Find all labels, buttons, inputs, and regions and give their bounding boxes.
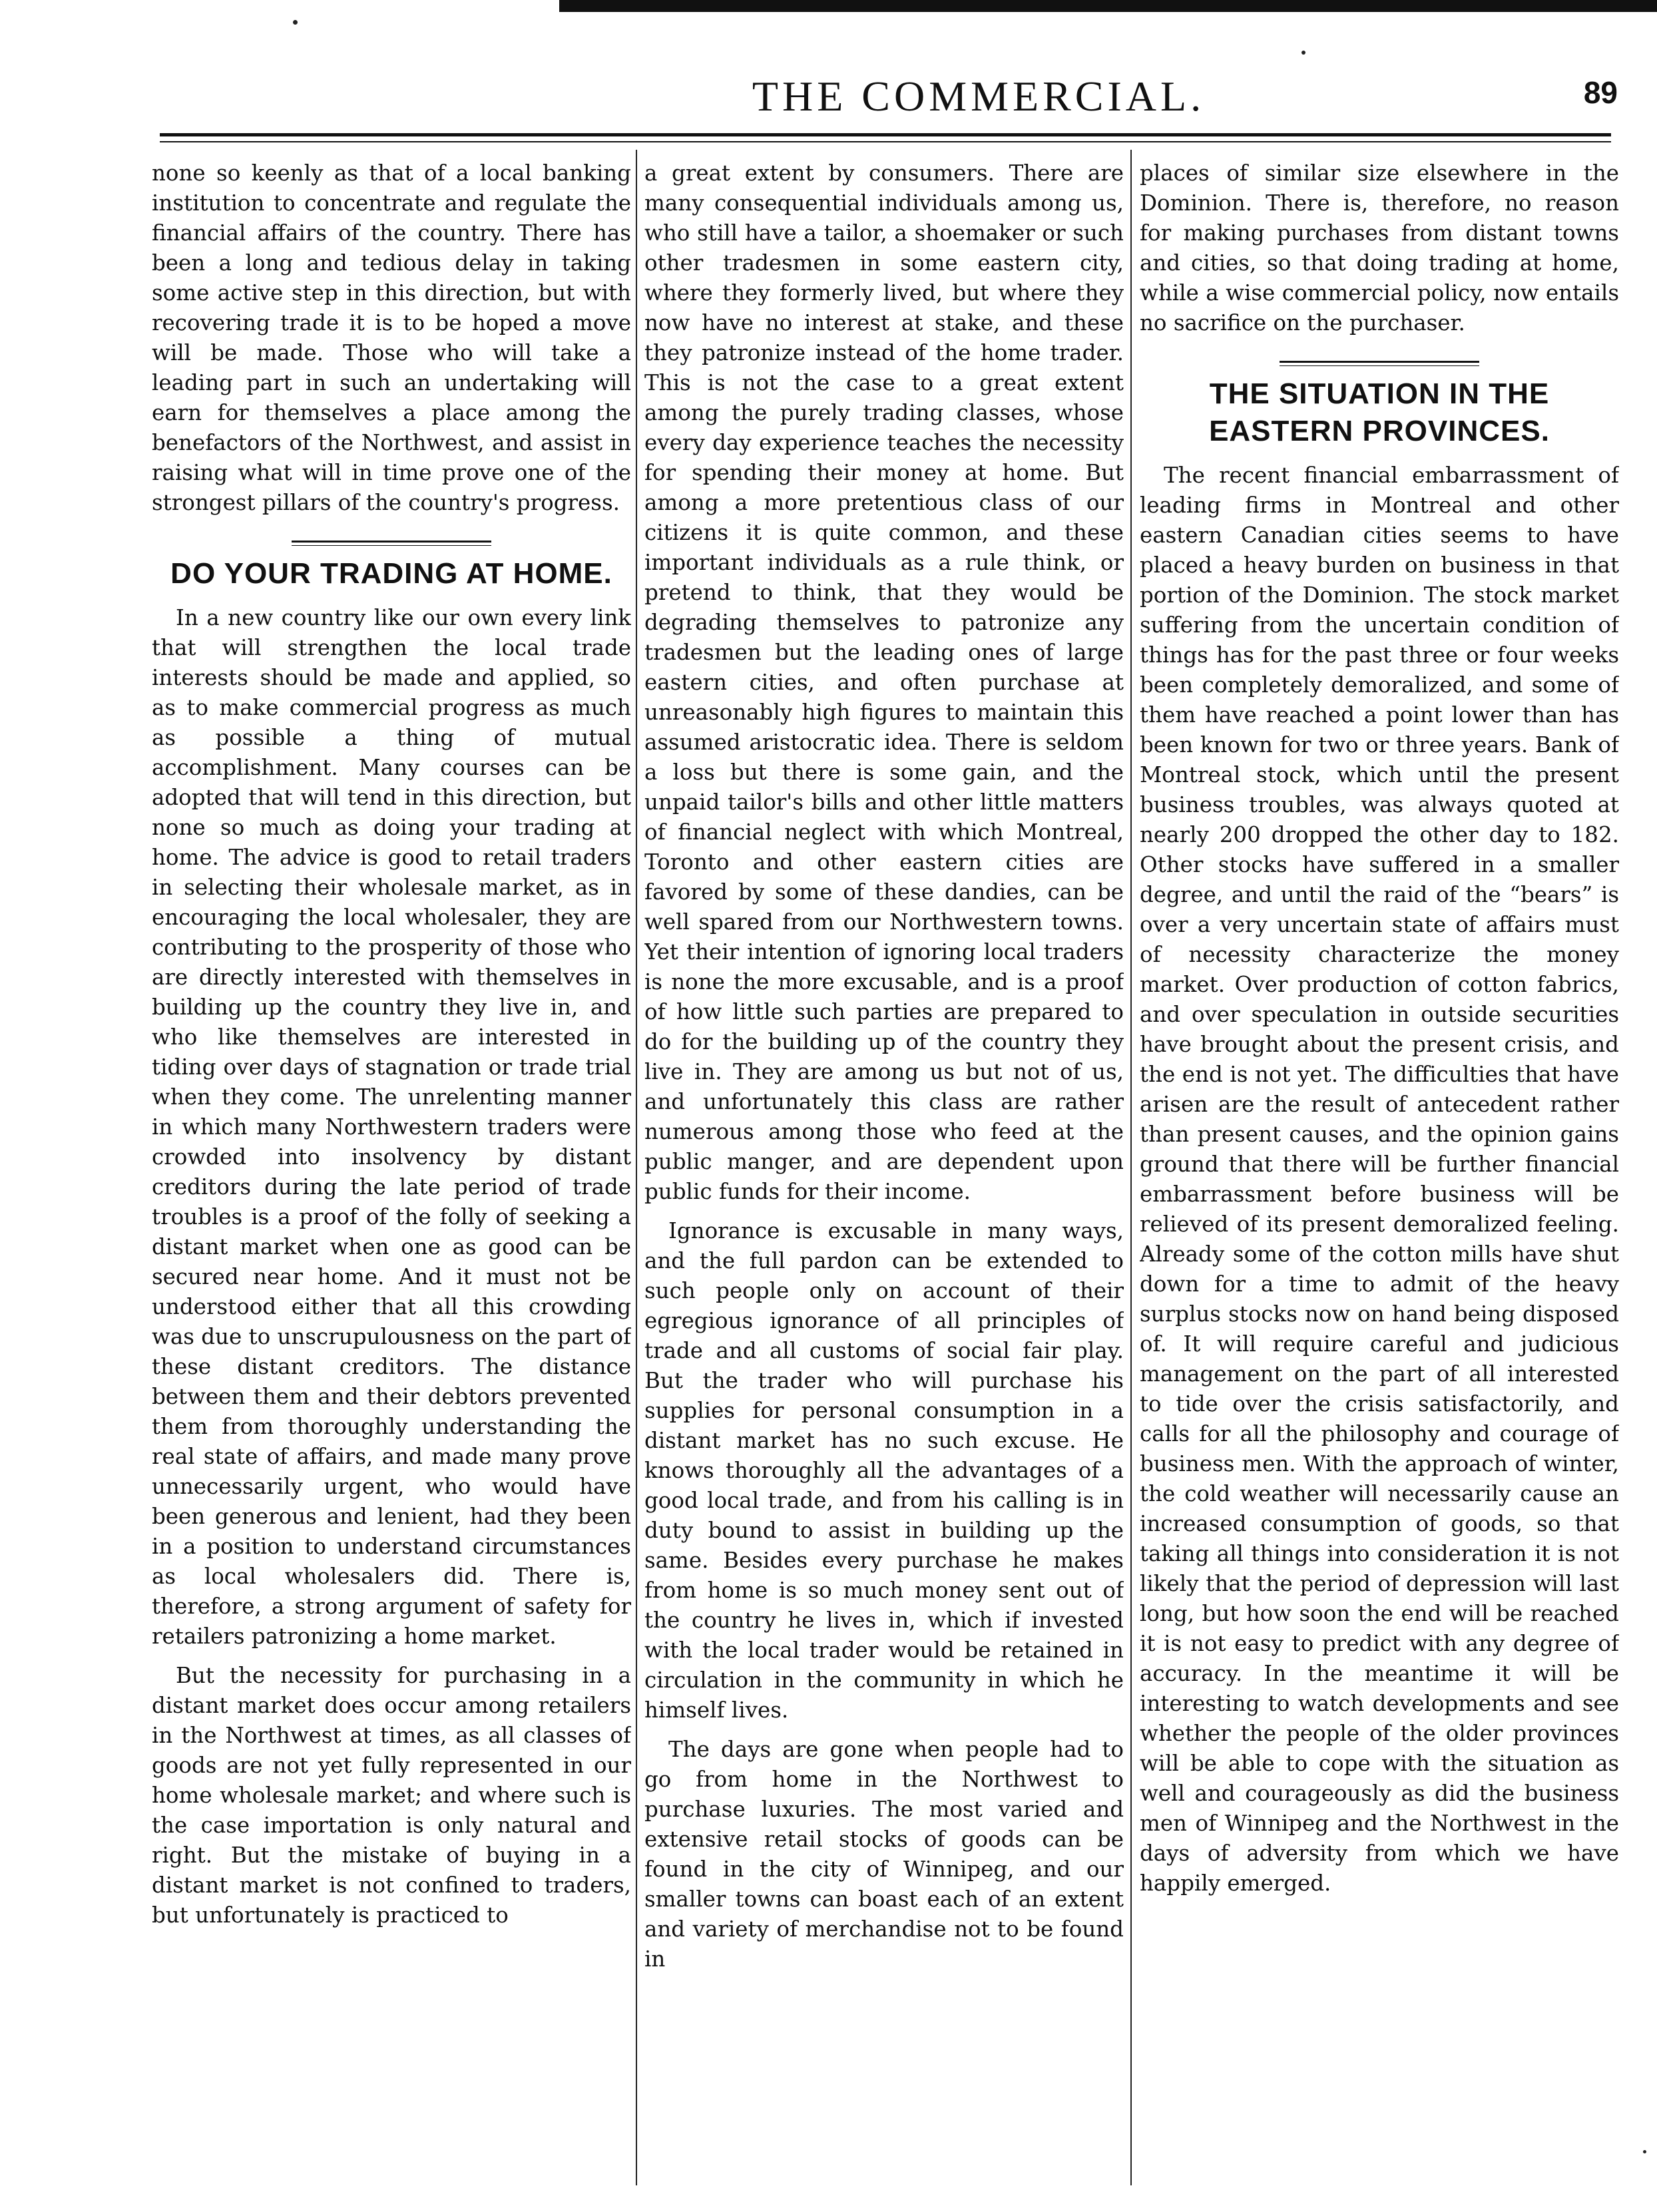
column-divider (1130, 150, 1132, 2185)
paragraph: Ignorance is excusable in many ways, and the full pardon can be extended to such people only on account of their egregious ignorance of all principles of trade and all customs of social fair play. But the trader who will purchase his supplies for personal consumption in a distant market has no such excuse. He knows thoroughly all the advantages of a good local trade, and from his calling is in duty bound to assist in building up the same. Besides every purchase he makes from home is so much money sent out of the country he lives in, which if invested with the local trader would be retained in circulation in the community in which he himself lives. (644, 1218, 1124, 1723)
paragraph: But the necessity for purchasing in a distant market does occur among retailers in the Northwest at times, as all classes of goods are not yet fully represented in our home wholesale market; and where such is the case importation is only natural and right. But the mistake of buying in a distant market is not confined to traders, but unfortunately is practiced to (152, 1663, 631, 1928)
paragraph: The recent financial embarrassment of leading firms in Montreal and other eastern Canadian cities seems to have placed a heavy burden on business in that portion of the Dominion. The stock market suffering from the uncertain condition of things has for the past three or four weeks been completely demoralized, and some of them have reached a point lower than has been known for two or three years. Bank of Montreal stock, which until the present business troubles, was always quoted at nearly 200 dropped the other day to 182. Other stocks have suffered in a smaller degree, and until the raid of the “bears” is over a very uncertain state of affairs must of necessity characterize the money market. Over production of cotton fabrics, and over speculation in outside securities have brought about the present crisis, and the end is not yet. The difficulties that have arisen are the result of antecedent rather than present causes, and the opinion gains ground that there will be further financial embarrassment before business will be relieved of its present demoralized feeling. Already some of the cotton mills have shut down for a time to admit of the heavy surplus stocks now on hand being disposed of. It will require careful and judicious management on the part of all interested to tide over the crisis satisfactorily, and calls for all the philosophy and courage of business men. With the approach of winter, the cold weather will necessarily cause an increased consumption of goods, so that taking all things into consideration it is not likely that the period of depression will last long, but how soon the end will be reached it is not easy to predict with any degree of accuracy. In the meantime it will be interesting to watch developments and see whether the people of the older provinces will be able to cope with the situation as well and courageously as did the business men of Winnipeg and the Northwest in the days of adversity from which we have happily emerged. (1140, 463, 1619, 1896)
section-divider (292, 541, 491, 546)
column-2 (644, 158, 1124, 2189)
paragraph: In a new country like our own every link that will strengthen the local trade interests should be made and applied, so as to make commercial progress as much as possible a thing of mutual accomplishment. Many courses can be adopted that will tend in this direction, but none so much as doing your trading at home. The advice is good to retail traders in selecting their wholesale market, as in encouraging the local wholesaler, they are contributing to the prosperity of those who are directly interested with themselves in building up the country they live in, and who like themselves are interested in tiding over days of stagnation or trade trial when they come. The unrelenting manner in which many Northwestern traders were crowded into insolvency by distant creditors during the late period of trade troubles is a proof of the folly of seeking a distant market when one as good can be secured near home. And it must not be understood either that all this crowding was due to unscrupulousness on the part of these distant creditors. The distance between them and their debtors prevented them from thoroughly understanding the real state of affairs, and made many prove unnecessarily urgent, who would have been generous and lenient, had they been in a position to understand circumstances as local wholesalers did. There is, therefore, a strong argument of safety for retailers patronizing a home market. (152, 605, 631, 1649)
publication-title: THE COMMERCIAL. (752, 73, 1206, 120)
paragraph: none so keenly as that of a local banking institution to concentrate and regulate the financial affairs of the country. There has been a long and tedious delay in taking some active step in this direction, but with recovering trade it is to be hoped a move will be made. Those who will take a leading part in such an undertaking will earn for themselves a place among the benefactors of the Northwest, and assist in raising what will in time prove one of the strongest pillars of the country's progress. (152, 160, 631, 515)
section-divider (1280, 361, 1479, 366)
paragraph: a great extent by consumers. There are many consequential individuals among us, who still have a tailor, a shoemaker or such other tradesmen in some eastern city, where they formerly lived, but where they now have no interest at stake, and these they patronize instead of the home trader. This is not the case to a great extent among the purely trading classes, whose every day experience teaches the necessity for spending their money at home. But among a more pretentious class of our citizens it is quite common, and these important individuals as a rule think, or pretend to think, that they would be degrading themselves to patronize any tradesmen but the leading ones of large eastern cities, and often purchase at unreasonably high figures to maintain this assumed aristocratic idea. There is seldom a loss but there is some gain, and the unpaid tailor's bills and other little matters of financial neglect with which Montreal, Toronto and other eastern cities are favored by some of these dandies, can be well spared from our Northwestern towns. Yet their intention of ignoring local traders is none the more excusable, and is a proof of how little such parties are prepared to do for the building up of the country they live in. They are among us but not of us, and unfortunately this class are rather numerous among those who feed at the public manger, and are dependent upon public funds for their income. (644, 160, 1124, 1204)
paragraph: The days are gone when people had to go from home in the Northwest to purchase luxuries. The most varied and extensive retail stocks of goods can be found in the city of Winnipeg, and our smaller towns can boast each of an extent and variety of merchandise not to be found in (644, 1737, 1124, 1972)
print-speck (1643, 2150, 1646, 2153)
top-edge-rule (559, 0, 1657, 12)
masthead (153, 72, 1618, 132)
article-heading: THE SITUATION IN THE EASTERN PROVINCES. (1209, 377, 1550, 447)
print-speck (293, 20, 298, 25)
column-divider (636, 150, 637, 2185)
column-1 (152, 158, 631, 2189)
print-speck (1302, 51, 1305, 55)
article-heading: DO YOUR TRADING AT HOME. (170, 557, 612, 590)
column-3 (1140, 158, 1619, 2189)
page-number: 89 (1583, 75, 1618, 110)
paragraph: places of similar size elsewhere in the Dominion. There is, therefore, no reason for making purchases from distant towns and cities, so that doing trading at home, while a wise commercial policy, now entails no sacrifice on the purchaser. (1140, 160, 1619, 335)
header-rule-thin (160, 141, 1611, 142)
header-rule (160, 133, 1611, 136)
